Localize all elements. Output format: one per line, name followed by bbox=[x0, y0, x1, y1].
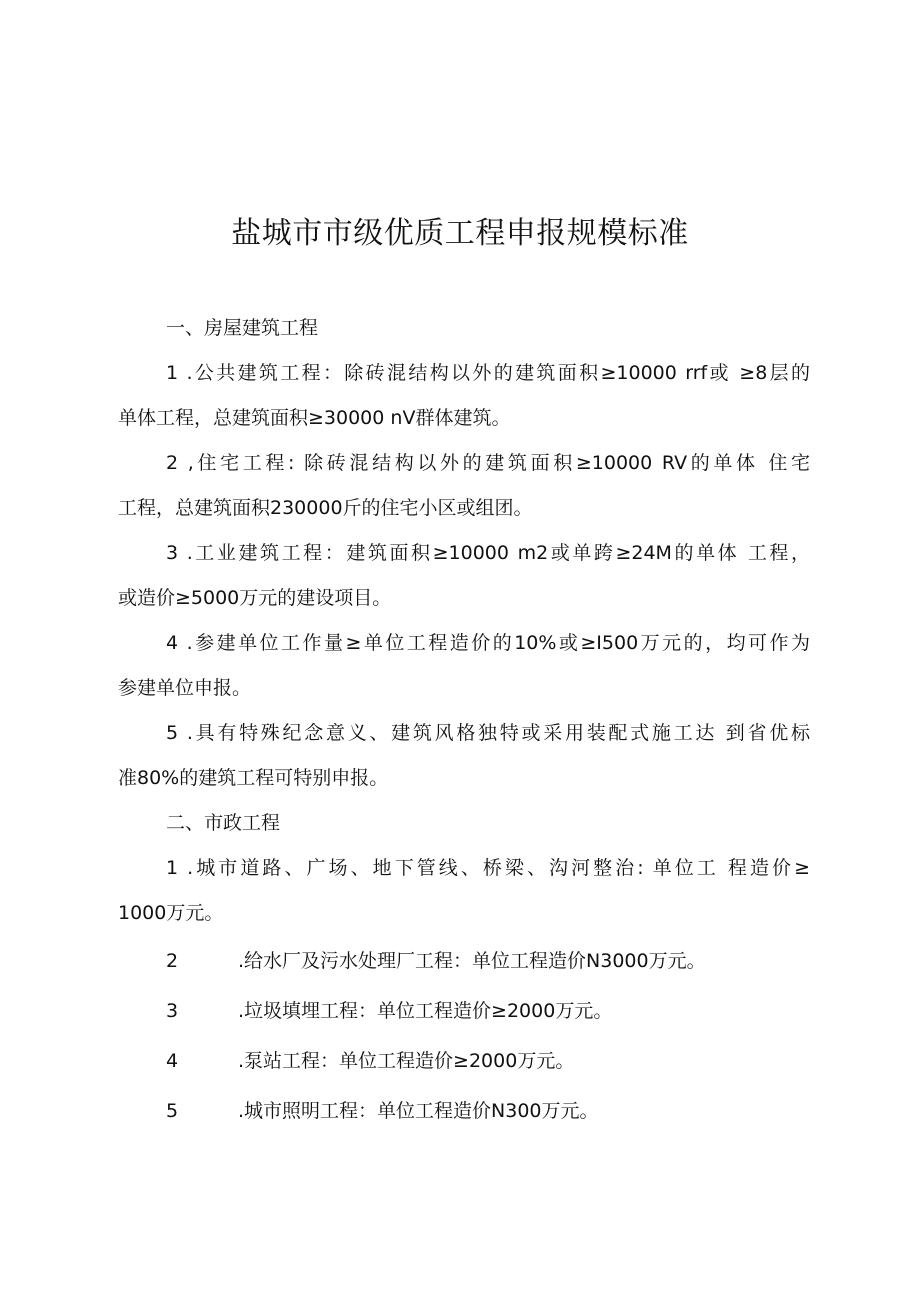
building-item-2-line-2: 工程，总建筑面积230000斤的住宅小区或组团。 bbox=[118, 497, 533, 519]
municipal-item-4-text: .泵站工程：单位工程造价≥2000万元。 bbox=[238, 1050, 575, 1072]
building-item-3-line-2: 或造价≥5000万元的建设项目。 bbox=[118, 587, 392, 609]
building-item-1-line-1: 1 .公共建筑工程：除砖混结构以外的建筑面积≥10000 rrf或 ≥8层的 bbox=[166, 362, 810, 384]
municipal-item-4 bbox=[118, 1036, 810, 1086]
municipal-item-5-number: 5 bbox=[166, 1100, 179, 1122]
municipal-item-1-line-2: 1000万元。 bbox=[118, 902, 224, 924]
building-item-3-line-1: 3 .工业建筑工程：建筑面积≥10000 m2或单跨≥24M的单体 工程， bbox=[166, 542, 810, 564]
building-item-5-line-1: 5 .具有特殊纪念意义、建筑风格独特或采用装配式施工达 到省优标 bbox=[166, 722, 810, 744]
municipal-item-5-text: .城市照明工程：单位工程造价N300万元。 bbox=[238, 1100, 599, 1122]
municipal-item-3 bbox=[118, 986, 810, 1036]
document-body bbox=[118, 306, 810, 1136]
document-title: 盐城市市级优质工程申报规模标准 bbox=[231, 216, 689, 251]
municipal-item-1-line-1: 1 .城市道路、广场、地下管线、桥梁、沟河整治: 单位工 程造价≥ bbox=[166, 857, 810, 879]
building-item-2-line-1: 2 ,住宅工程: 除砖混结构以外的建筑面积≥10000 RV的单体 住宅 bbox=[166, 452, 810, 474]
municipal-item-3-text: .垃圾填埋工程：单位工程造价≥2000万元。 bbox=[238, 1000, 613, 1022]
building-item-4-line-2: 参建单位申报。 bbox=[118, 677, 252, 699]
municipal-item-2-number: 2 bbox=[166, 950, 179, 972]
building-item-1-line-2: 单体工程，总建筑面积≥30000 nV群体建筑。 bbox=[118, 407, 511, 429]
municipal-item-2-text: .给水厂及污水处理厂工程：单位工程造价N3000万元。 bbox=[238, 950, 706, 972]
municipal-item-5 bbox=[118, 1086, 810, 1136]
municipal-item-3-number: 3 bbox=[166, 1000, 179, 1022]
building-item-5-line-2: 准80%的建筑工程可特别申报。 bbox=[118, 767, 389, 789]
municipal-item-4-number: 4 bbox=[166, 1050, 179, 1072]
municipal-item-2 bbox=[118, 936, 810, 986]
building-item-4-line-1: 4 .参建单位工作量≥单位工程造价的10%或≥I500万元的，均可作为 bbox=[166, 632, 810, 654]
section-heading-building: 一、房屋建筑工程 bbox=[166, 317, 319, 339]
section-heading-municipal: 二、市政工程 bbox=[166, 812, 281, 834]
